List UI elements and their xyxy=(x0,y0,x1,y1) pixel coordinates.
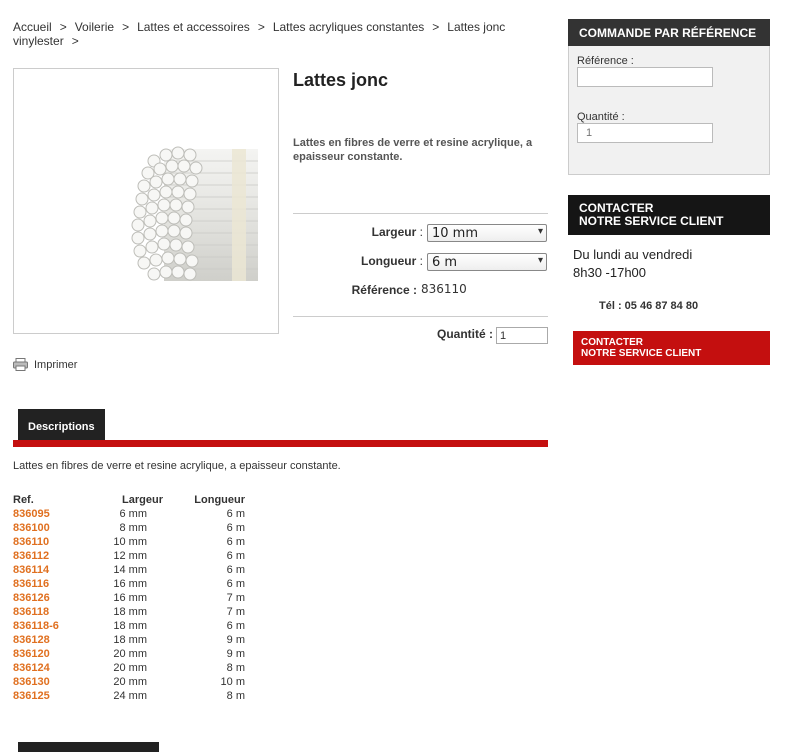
longueur-cell: 6 m xyxy=(226,508,245,520)
longueur-cell: 6 m xyxy=(226,522,245,534)
table-row xyxy=(13,675,245,689)
table-header-row xyxy=(13,493,245,507)
longueur-cell: 7 m xyxy=(226,592,245,604)
longueur-select[interactable] xyxy=(427,253,547,271)
ref-link[interactable]: 836114 xyxy=(13,564,50,576)
divider xyxy=(293,213,548,214)
largeur-cell: 14 mm xyxy=(113,564,147,576)
table-row xyxy=(13,535,245,549)
rods-bundle-image xyxy=(14,69,279,334)
print-link[interactable] xyxy=(13,358,77,371)
order-by-reference-box xyxy=(568,46,770,175)
reference-value: 836110 xyxy=(421,282,467,296)
opening-hours xyxy=(573,246,692,282)
table-row xyxy=(13,563,245,577)
table-row xyxy=(13,591,245,605)
header-longueur: Longueur xyxy=(194,494,245,506)
contact-title-line1: CONTACTER xyxy=(579,201,654,215)
contact-service-button[interactable] xyxy=(573,331,770,365)
ref-link[interactable]: 836120 xyxy=(13,648,50,660)
ref-link[interactable]: 836112 xyxy=(13,550,50,562)
largeur-cell: 18 mm xyxy=(113,634,147,646)
table-row xyxy=(13,689,245,703)
quantity-label: Quantité : xyxy=(437,327,493,341)
chevron-down-icon: ▾ xyxy=(537,255,543,266)
hours-time: 8h30 -17h00 xyxy=(573,265,647,280)
ref-link[interactable]: 836095 xyxy=(13,508,50,520)
reference-table xyxy=(13,493,245,703)
phone-number: Tél : 05 46 87 84 80 xyxy=(599,300,699,312)
description-text: Lattes en fibres de verre et resine acrylique, a epaisseur constante. xyxy=(13,460,341,472)
table-row xyxy=(13,605,245,619)
ref-link[interactable]: 836125 xyxy=(13,690,50,702)
product-title: Lattes jonc xyxy=(293,70,389,90)
breadcrumb-separator: > xyxy=(122,20,130,34)
breadcrumb-accueil[interactable]: Accueil xyxy=(13,20,52,34)
largeur-cell: 10 mm xyxy=(113,536,147,548)
table-row xyxy=(13,521,245,535)
longueur-cell: 9 m xyxy=(226,648,245,660)
ref-link[interactable]: 836124 xyxy=(13,662,50,674)
breadcrumb-separator: > xyxy=(71,34,79,48)
tab-descriptions[interactable]: Descriptions xyxy=(18,409,105,440)
breadcrumb-separator: > xyxy=(432,20,440,34)
ref-link[interactable]: 836110 xyxy=(13,536,50,548)
longueur-cell: 8 m xyxy=(226,690,245,702)
largeur-cell: 24 mm xyxy=(113,690,147,702)
largeur-label: Largeur : xyxy=(371,225,423,239)
largeur-cell: 16 mm xyxy=(113,592,147,604)
largeur-cell: 18 mm xyxy=(113,606,147,618)
longueur-cell: 9 m xyxy=(226,634,245,646)
header-ref: Ref. xyxy=(13,494,34,506)
hours-days: Du lundi au vendredi xyxy=(573,247,693,262)
contact-title-line2: NOTRE SERVICE CLIENT xyxy=(579,214,724,228)
product-image[interactable] xyxy=(13,68,279,334)
quantity-input[interactable] xyxy=(496,327,548,344)
largeur-cell: 20 mm xyxy=(113,662,147,674)
largeur-cell: 18 mm xyxy=(113,620,147,632)
breadcrumb-separator: > xyxy=(59,20,67,34)
divider xyxy=(293,316,548,317)
largeur-label-text: Largeur xyxy=(371,225,417,239)
table-row xyxy=(13,577,245,591)
longueur-cell: 10 m xyxy=(220,676,245,688)
largeur-cell: 12 mm xyxy=(113,550,147,562)
next-tab[interactable] xyxy=(18,742,159,752)
table-row xyxy=(13,549,245,563)
largeur-cell: 6 mm xyxy=(119,508,147,520)
header-largeur: Largeur xyxy=(122,494,163,506)
longueur-cell: 6 m xyxy=(226,564,245,576)
ref-link[interactable]: 836130 xyxy=(13,676,50,688)
largeur-cell: 16 mm xyxy=(113,578,147,590)
largeur-cell: 8 mm xyxy=(119,522,147,534)
ref-link[interactable]: 836118 xyxy=(13,606,50,618)
largeur-cell: 20 mm xyxy=(113,648,147,660)
print-label: Imprimer xyxy=(34,358,78,371)
sidebar-quantity-input[interactable] xyxy=(577,123,713,143)
reference-label: Référence : xyxy=(351,283,417,297)
longueur-cell: 6 m xyxy=(226,536,245,548)
breadcrumb-separator: > xyxy=(257,20,265,34)
ref-link[interactable]: 836100 xyxy=(13,522,50,534)
longueur-cell: 7 m xyxy=(226,606,245,618)
sidebar-reference-label: Référence : xyxy=(577,55,634,67)
breadcrumb-lattes-acryliques[interactable]: Lattes acryliques constantes xyxy=(272,20,425,34)
breadcrumb xyxy=(13,20,543,48)
order-by-reference-title: COMMANDE PAR RÉFÉRENCE xyxy=(568,19,770,46)
printer-icon xyxy=(13,358,28,371)
largeur-select[interactable] xyxy=(427,224,547,242)
contact-title xyxy=(568,195,770,235)
longueur-selected-value: 6 m xyxy=(432,255,458,270)
longueur-cell: 6 m xyxy=(226,550,245,562)
table-row xyxy=(13,633,245,647)
table-row xyxy=(13,661,245,675)
longueur-cell: 6 m xyxy=(226,578,245,590)
longueur-cell: 8 m xyxy=(226,662,245,674)
breadcrumb-voilerie[interactable]: Voilerie xyxy=(74,20,115,34)
table-row xyxy=(13,507,245,521)
longueur-cell: 6 m xyxy=(226,620,245,632)
product-short-description: Lattes en fibres de verre et resine acrylique, a epaisseur constante. xyxy=(293,137,533,163)
ref-link[interactable]: 836118-6 xyxy=(13,620,59,632)
chevron-down-icon: ▾ xyxy=(537,226,543,237)
breadcrumb-lattes-jonc[interactable]: Lattes jonc vinylester xyxy=(13,20,506,48)
breadcrumb-lattes-accessoires[interactable]: Lattes et accessoires xyxy=(137,20,250,34)
contact-button-line1: CONTACTER xyxy=(581,337,644,348)
table-row xyxy=(13,619,245,633)
ref-link[interactable]: 836116 xyxy=(13,578,50,590)
ref-link[interactable]: 836126 xyxy=(13,592,50,604)
table-row xyxy=(13,647,245,661)
largeur-cell: 20 mm xyxy=(113,676,147,688)
longueur-label: Longueur : xyxy=(360,254,423,268)
largeur-selected-value: 10 mm xyxy=(432,226,479,241)
contact-button-line2: NOTRE SERVICE CLIENT xyxy=(581,348,702,359)
longueur-label-text: Longueur xyxy=(360,254,417,268)
ref-link[interactable]: 836128 xyxy=(13,634,50,646)
sidebar-quantity-label: Quantité : xyxy=(577,111,625,123)
tab-underline-bar xyxy=(13,440,548,447)
sidebar-reference-input[interactable] xyxy=(577,67,713,87)
